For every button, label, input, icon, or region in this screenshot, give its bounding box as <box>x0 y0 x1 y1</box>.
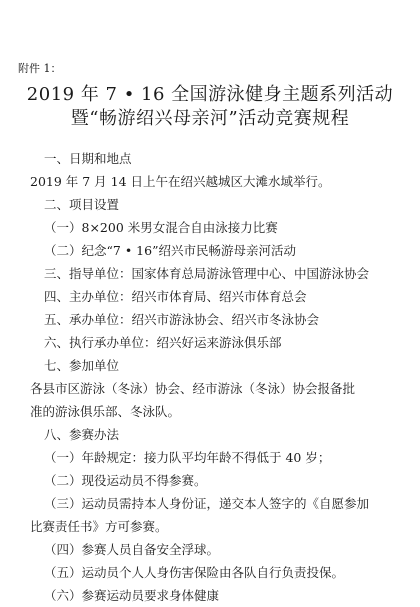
title-line-2: 暨“畅游绍兴母亲河”活动竞赛规程 <box>70 108 350 129</box>
participants-text-2: 准的游泳俱乐部、冬泳队。 <box>30 404 181 419</box>
host-unit: 四、主办单位：绍兴市体育局、绍兴市体育总会 <box>44 289 307 304</box>
event-item-1: （一）8×200 米男女混合自由泳接力比赛 <box>44 220 278 235</box>
body-text-date: 2019 年 7 月 14 日上午在绍兴越城区大滩水域举行。 <box>30 174 331 189</box>
rule-item-2: （二）现役运动员不得参赛。 <box>44 473 207 488</box>
guiding-unit: 三、指导单位：国家体育总局游泳管理中心、中国游泳协会 <box>44 266 370 281</box>
rule-item-6: （六）参赛运动员要求身体健康 <box>44 588 220 603</box>
rule-item-5: （五）运动员个人人身伤害保险由各队自行负责投保。 <box>44 565 345 580</box>
rule-item-3: （三）运动员需持本人身份证，递交本人签字的《自愿参加 <box>44 496 370 511</box>
section-heading-participants: 七、参加单位 <box>44 358 120 373</box>
title-line-1: 2019 年 7 • 16 全国游泳健身主题系列活动 <box>26 84 394 105</box>
rule-item-4: （四）参赛人员自备安全浮球。 <box>44 542 220 557</box>
executive-organizer: 六、执行承办单位：绍兴好运来游泳俱乐部 <box>44 335 282 350</box>
event-item-2: （二）纪念“7 • 16”绍兴市民畅游母亲河活动 <box>44 243 296 258</box>
section-heading-events: 二、项目设置 <box>44 197 120 212</box>
rule-item-3-cont: 比赛责任书》方可参赛。 <box>30 519 168 534</box>
rule-item-1: （一）年龄规定：接力队平均年龄不得低于 40 岁； <box>44 450 331 465</box>
participants-text-1: 各县市区游泳（冬泳）协会、经市游泳（冬泳）协会报备批 <box>30 381 356 396</box>
organizer-unit: 五、承办单位：绍兴市游泳协会、绍兴市冬泳协会 <box>44 312 320 327</box>
attachment-label: 附件 1： <box>18 62 62 75</box>
section-heading-rules: 八、参赛办法 <box>44 427 120 442</box>
section-heading-date-location: 一、日期和地点 <box>44 151 132 166</box>
